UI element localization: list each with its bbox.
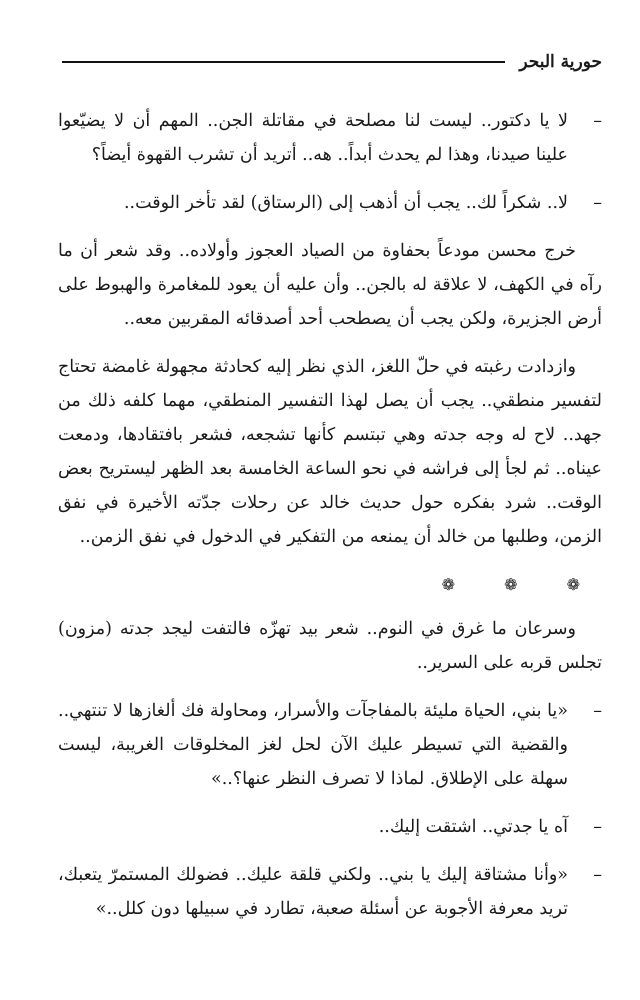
dialogue-dash: –	[593, 193, 602, 213]
dialogue-dash: –	[593, 701, 602, 721]
paragraph: وازدادت رغبته في حلّ اللغز، الذي نظر إليه كحادثة مجهولة غامضة تحتاج لتفسير منطقي.. يجب أن يصل لهذا التفسير المنطقي، مهما كلفه ذلك من جهد.. لاح له وجه جدته وهي تبتسم كأنها تشجعه، فشعر بافتقادها، ودمعت عيناه.. ثم لجأ إلى فراشه في نحو الساعة الخامسة بعد الظهر ليستريح بعض الوقت.. شرد بفكره حول حديث خالد عن رحلات جدّته الأخيرة في نفق الزمن، وطلبها من خالد أن يمنعه من التفكير في الدخول في نفق الزمن..	[58, 357, 602, 547]
running-title: حورية البحر	[519, 52, 602, 72]
header-rule	[62, 61, 505, 63]
dialogue-text: «وأنا مشتاقة إليك يا بني.. ولكني قلقة عليك.. فضولك المستمرّ يتعبك، تريد معرفة الأجوبة عن أسئلة صعبة، تطارد في سبيلها دون كلل..»	[58, 865, 568, 919]
paragraph: خرج محسن مودعاً بحفاوة من الصياد العجوز وأولاده.. وقد شعر أن ما رآه في الكهف، لا علاقة له بالجن.. وأن عليه أن يعود للمغامرة والهبوط على أرض الجزيرة، ولكن يجب أن يصطحب أحد أصدقائه المقربين معه..	[58, 241, 602, 329]
dialogue-text: لا.. شكراً لك.. يجب أن أذهب إلى (الرستاق) لقد تأخر الوقت..	[123, 193, 568, 213]
dialogue-line	[58, 186, 602, 220]
dialogue-line	[58, 810, 602, 844]
dialogue-text: «يا بني، الحياة مليئة بالمفاجآت والأسرار، ومحاولة فك ألغازها لا تنتهي.. والقضية التي تسيطر عليك الآن لحل لغز المخلوقات الغريبة، ليست سهلة على الإطلاق. لماذا لا تصرف النظر عنها؟..»	[58, 701, 568, 789]
section-separator: ❁ ❁ ❁	[441, 575, 602, 594]
page-header	[62, 52, 602, 72]
dialogue-text: آه يا جدتي.. اشتقت إليك..	[378, 817, 568, 837]
dialogue-dash: –	[593, 111, 602, 131]
dialogue-line	[58, 104, 602, 172]
dialogue-text: لا يا دكتور.. ليست لنا مصلحة في مقاتلة الجن.. المهم أن لا يضيّعوا علينا صيدنا، وهذا لم يحدث أبداً.. هه.. أتريد أن تشرب القهوة أيضاً؟	[58, 111, 568, 165]
dialogue-dash: –	[593, 865, 602, 885]
dialogue-line	[58, 694, 602, 796]
paragraph: وسرعان ما غرق في النوم.. شعر بيد تهزّه فالتفت ليجد جدته (مزون) تجلس قربه على السرير..	[58, 619, 602, 673]
dialogue-dash: –	[593, 817, 602, 837]
page-body	[58, 104, 602, 940]
dialogue-line	[58, 858, 602, 926]
